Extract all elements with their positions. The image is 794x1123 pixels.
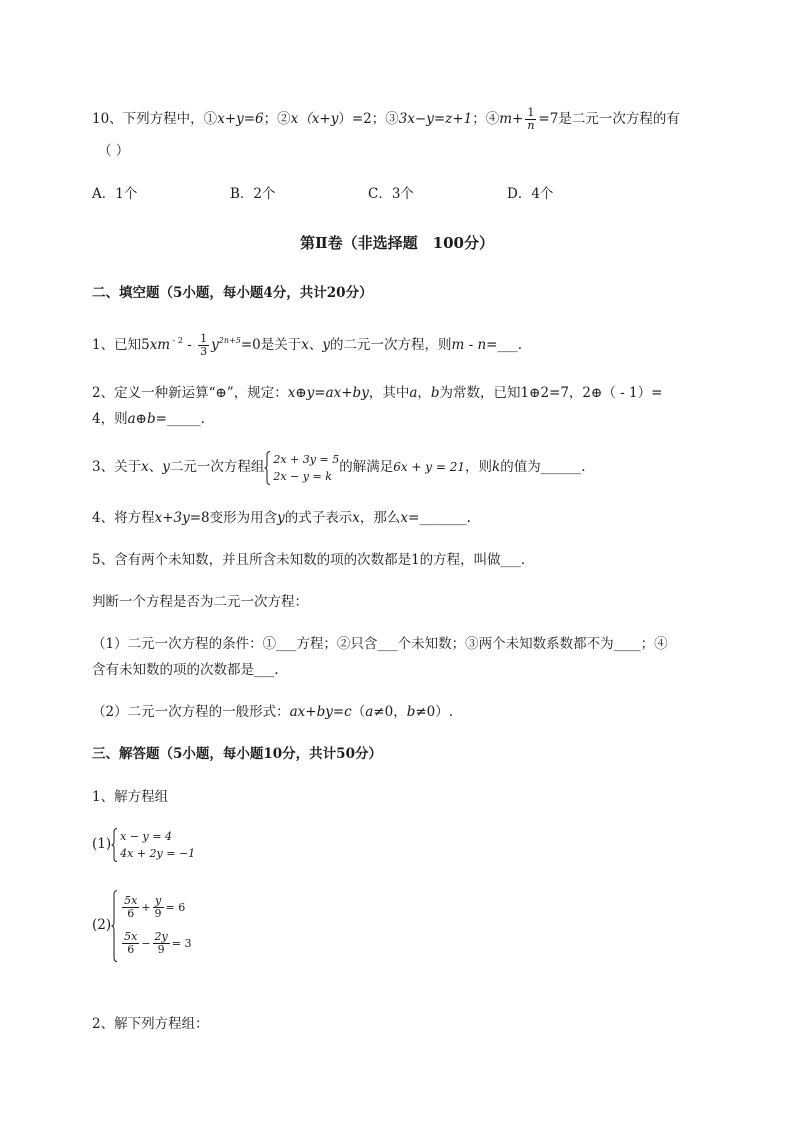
equation-system-2 bbox=[111, 890, 191, 962]
fraction-1-over-n: $\frac{1}{n}$ bbox=[527, 106, 535, 132]
s2-q4: 4、将方程x+3y=8变形为用含y的式子表示x，那么x=_______. bbox=[92, 510, 471, 526]
s3-system-2: (2) $\frac{5x}{6}$ + $\frac{y}{9}$ = 6 $\frac{5x}{6}$ − $\frac{2y}{9}$ = 3 bbox=[92, 886, 191, 964]
s2-judge: 判断一个方程是否为二元一次方程： bbox=[92, 594, 308, 610]
section2-heading: 二、填空题（5小题，每小题4分，共计20分） bbox=[92, 285, 373, 301]
q10-option-b: B．2个 bbox=[230, 186, 276, 202]
s3-q1: 1、解方程组 bbox=[92, 789, 169, 805]
q10-line: 10、下列方程中，①x+y=6；②x（x+y）=2；③3x−y=z+1；④m+ $\frac{1}{n}$ =7是二元一次方程的有 bbox=[92, 106, 680, 132]
s2-q3: 3、关于x、y二元一次方程组 2x + 3y = 5 2x − y = k 的解满足6x + y = 21，则k的值为______. bbox=[92, 452, 586, 483]
system2-equation-2: $\frac{5x}{6}$ − $\frac{2y}{9}$ = 3 bbox=[124, 930, 192, 956]
s2-cond-line1: （1）二元一次方程的条件：①___方程；②只含___个未知数；③两个未知数系数都不为____；④ bbox=[92, 636, 668, 652]
section3-heading: 三、解答题（5小题，每小题10分，共计50分） bbox=[92, 746, 382, 762]
s2-q2-line1: 2、定义一种新运算“⊕”，规定：x⊕y=ax+by，其中a，b为常数，已知1⊕2=7，2⊕（ - 1）= bbox=[92, 385, 663, 401]
fraction-one-third: $\frac{1}{3}$ bbox=[200, 332, 208, 358]
s2-q5: 5、含有两个未知数，并且所含未知数的项的次数都是1的方程，叫做___. bbox=[92, 552, 526, 568]
s2-q1: 1、已知5xm $^{- 2}$ - $\frac{1}{3}$ $y^{2n+5}=0$是关于x、y的二元一次方程，则m - n=___. bbox=[92, 332, 523, 358]
s3-q2: 2、解下列方程组： bbox=[92, 1016, 209, 1032]
s2-cond-line2: 含有未知数的项的次数都是___. bbox=[92, 662, 279, 678]
q10-option-c: C．3个 bbox=[368, 186, 414, 202]
q10-answer-paren: （ ） bbox=[98, 143, 130, 159]
q10-option-a: A．1个 bbox=[92, 186, 138, 202]
s2-general-form: （2）二元一次方程的一般形式：ax+by=c（a≠0，b≠0）. bbox=[92, 704, 454, 720]
equation-system-q3: 2x + 3y = 5 2x − y = k bbox=[264, 451, 339, 485]
part2-title: 第Ⅱ卷（非选择题 100分） bbox=[300, 234, 494, 252]
s3-system-1: (1) x − y = 4 4x + 2y = −1 bbox=[92, 829, 196, 860]
s2-q2-line2: 4，则a⊕b=_____. bbox=[92, 411, 205, 427]
brace-icon bbox=[111, 828, 118, 862]
brace-icon bbox=[264, 451, 271, 485]
q10-option-d: D．4个 bbox=[507, 186, 554, 202]
system2-equation-1: $\frac{5x}{6}$ + $\frac{y}{9}$ = 6 bbox=[124, 894, 186, 920]
brace-icon bbox=[111, 890, 118, 962]
equation-system-1: x − y = 4 4x + 2y = −1 bbox=[111, 828, 195, 862]
